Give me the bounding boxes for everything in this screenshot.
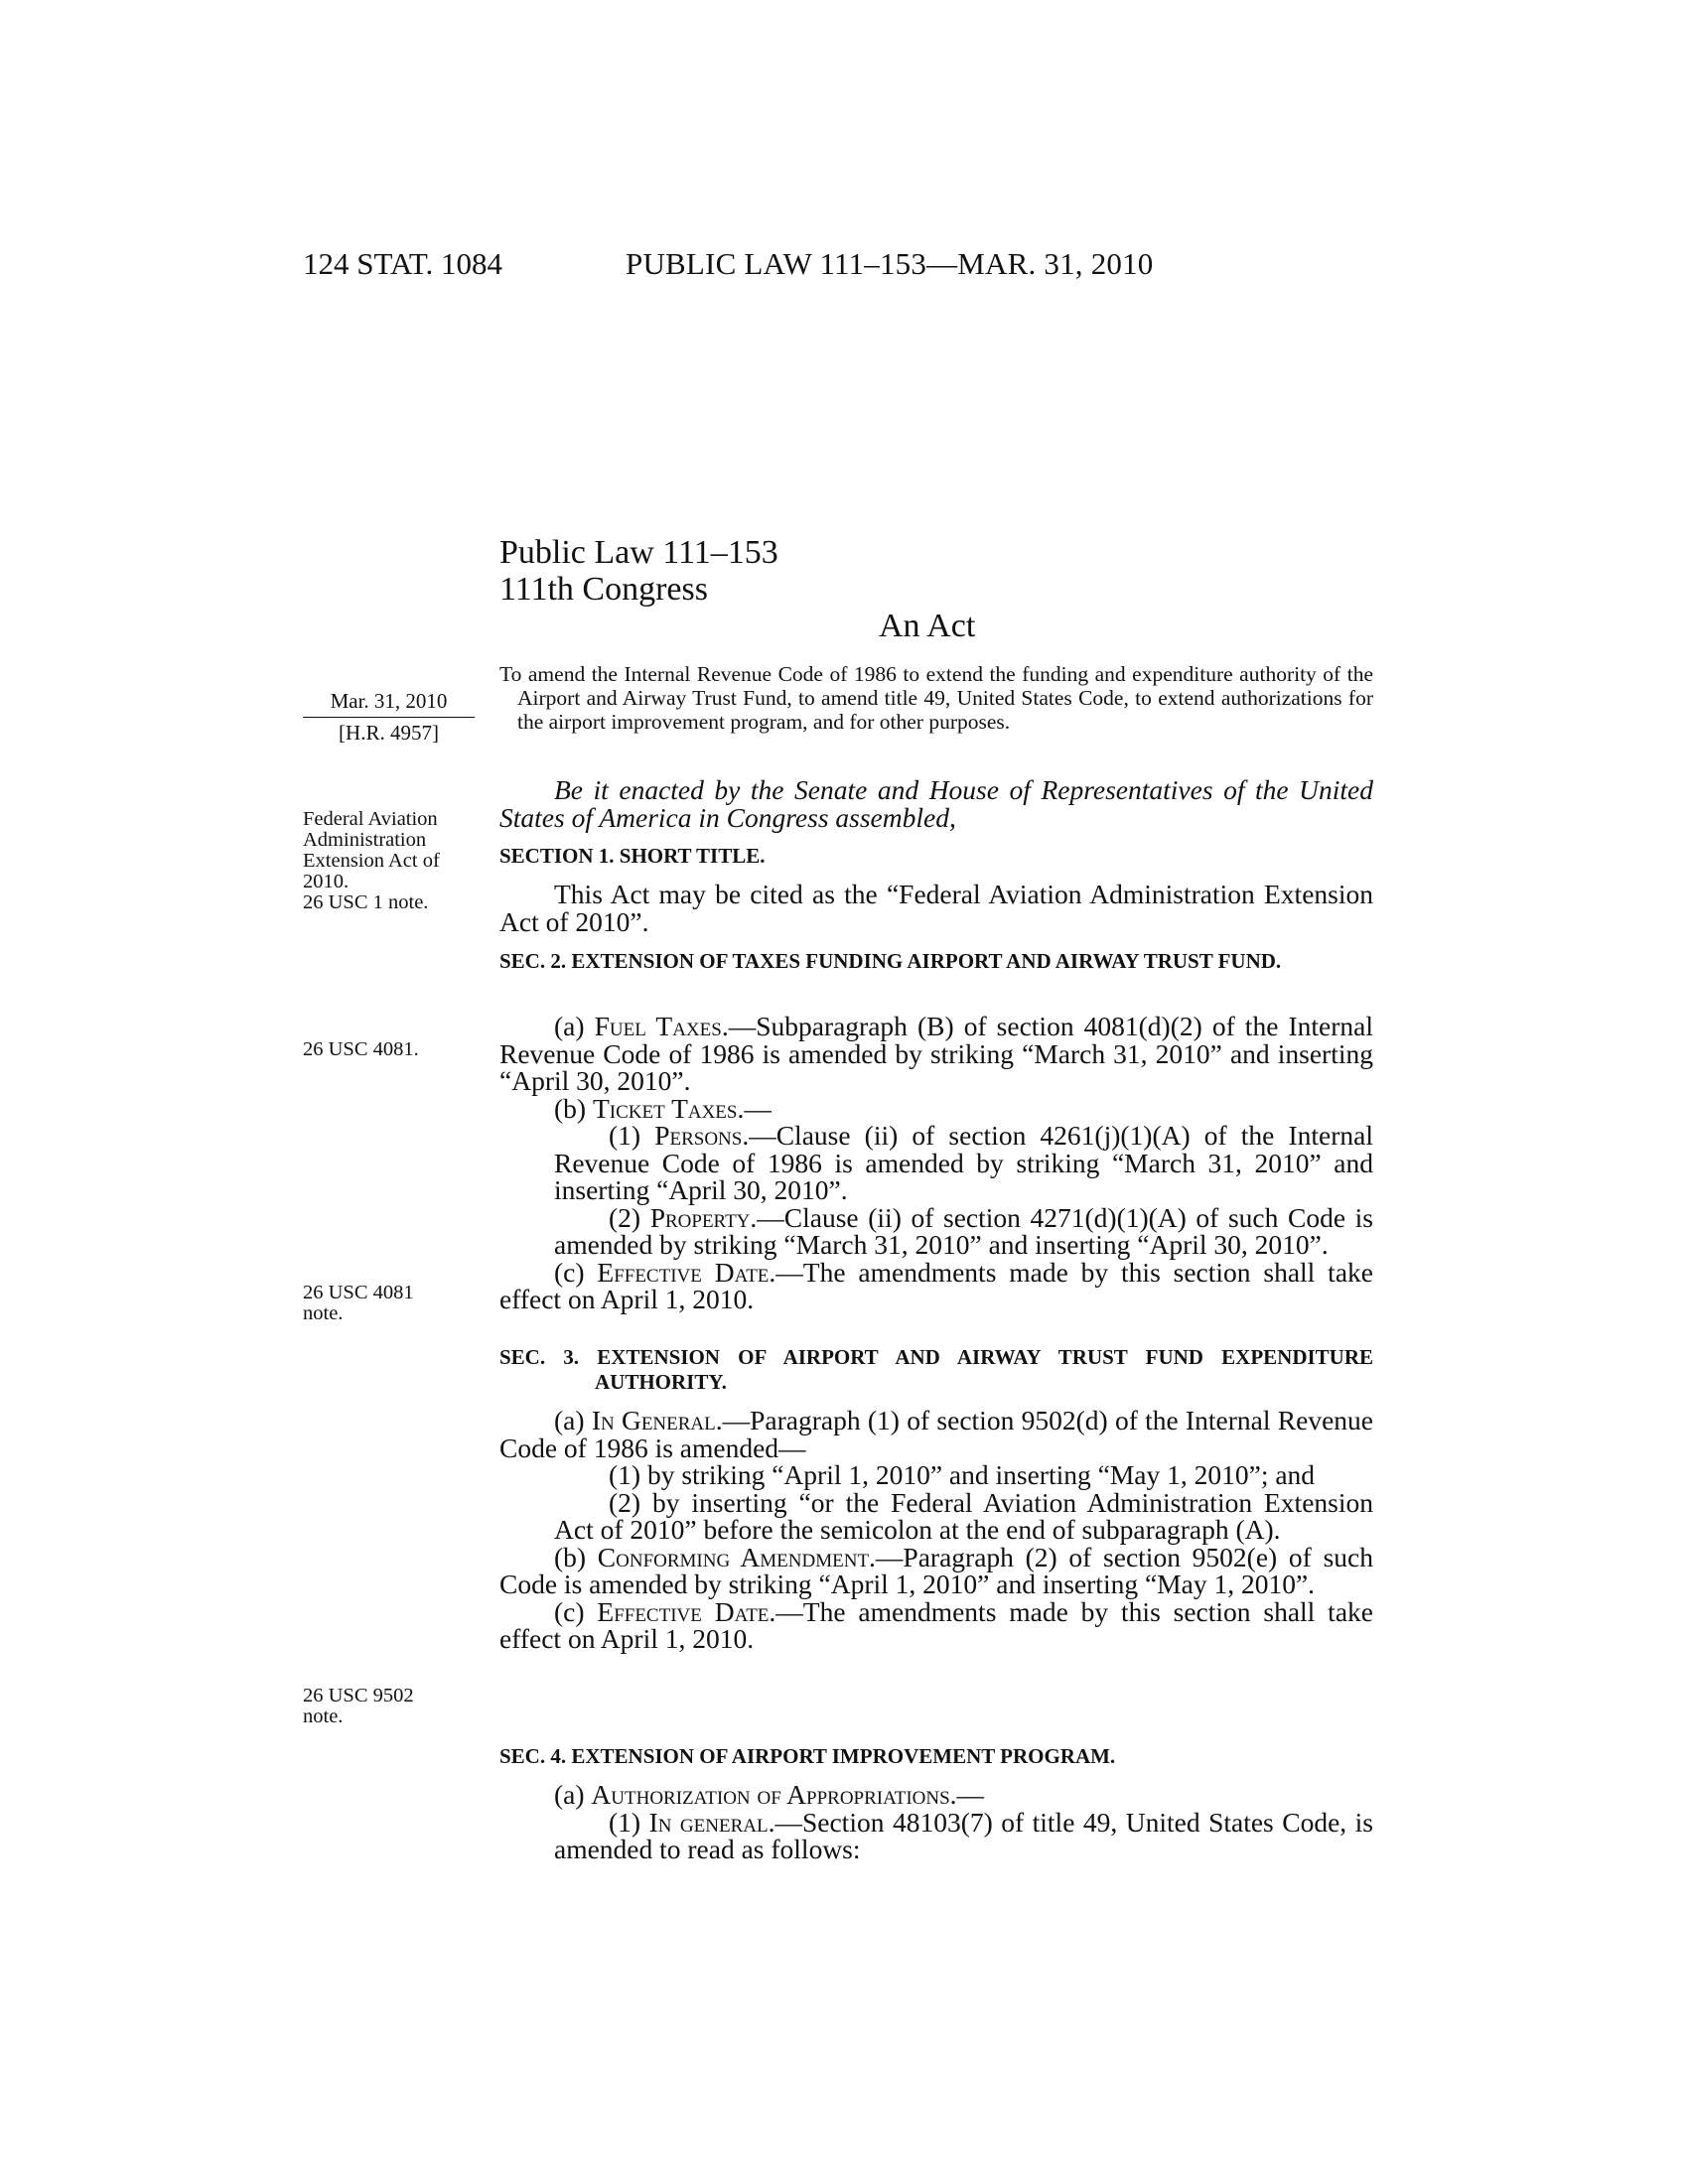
section-4-a-1 bbox=[499, 1806, 1373, 1864]
section-1-heading: SECTION 1. SHORT TITLE. bbox=[499, 844, 766, 868]
section-3-heading-block bbox=[499, 1345, 1373, 1395]
section-2-c bbox=[499, 1256, 1373, 1314]
running-head-stat: 124 STAT. 1084 bbox=[303, 246, 503, 281]
section-2-heading-block bbox=[499, 949, 1373, 974]
para-text: .—Clause (ii) of section 4261(j)(1)(A) of the Internal Revenue Code of 1986 is amended by striking “March 31, 2010” and inserting “April 30, 2010”. bbox=[554, 1120, 1373, 1205]
section-4-heading: SEC. 4. EXTENSION OF AIRPORT IMPROVEMENT PROGRAM. bbox=[499, 1744, 1116, 1768]
para-caption: Effective Date bbox=[597, 1595, 770, 1627]
law-title: Public Law 111–153 bbox=[499, 534, 778, 571]
para-text: .— bbox=[737, 1092, 772, 1124]
section-4-heading-block bbox=[499, 1744, 1373, 1769]
running-head-law: PUBLIC LAW 111–153—MAR. 31, 2010 bbox=[626, 246, 1154, 281]
section-3-heading: SEC. 3. EXTENSION OF AIRPORT AND AIRWAY TRUST FUND EXPENDITURE AUTHORITY. bbox=[499, 1345, 1373, 1394]
enactment-date-box bbox=[303, 688, 475, 746]
margin-note-4081: 26 USC 4081. bbox=[303, 1038, 419, 1060]
section-2-a bbox=[499, 1013, 1373, 1095]
section-1-text: This Act may be cited as the “Federal Aviation Administration Extension Act of 2010”. bbox=[499, 879, 1373, 937]
para-text: .—The amendments made by this section shall take effect on April 1, 2010. bbox=[499, 1256, 1373, 1314]
para-text: .—Paragraph (1) of section 9502(d) of the Internal Revenue Code of 1986 is amended— bbox=[499, 1405, 1373, 1463]
para-text: .—Clause (ii) of section 4271(d)(1)(A) of such Code is amended by striking “March 31, 2010” and inserting “April 30, 2010”. bbox=[554, 1201, 1373, 1260]
para-text: .—Section 48103(7) of title 49, United States Code, is amended to read as follows: bbox=[554, 1806, 1373, 1864]
para-caption: Effective Date bbox=[597, 1256, 770, 1288]
margin-note-4081-note bbox=[303, 1283, 477, 1324]
enactment-date: Mar. 31, 2010 bbox=[330, 689, 448, 713]
margin-note-line: note. bbox=[303, 1706, 344, 1727]
margin-note-line: Federal Aviation bbox=[303, 808, 438, 830]
para-text: .—Paragraph (2) of section 9502(e) of such Code is amended by striking “April 1, 2010” and inserting “May 1, 2010”. bbox=[499, 1541, 1373, 1599]
para-label: (b) bbox=[554, 1541, 598, 1572]
long-title: To amend the Internal Revenue Code of 1986 to extend the funding and expenditure authority of the Airport and Airway Trust Fund, to amend title 49, United States Code, to extend authorizations for the airport improvement program, and for other purposes. bbox=[499, 662, 1373, 734]
para-caption: Property bbox=[649, 1201, 751, 1233]
section-3-b bbox=[499, 1541, 1373, 1599]
margin-note-short-title bbox=[303, 809, 477, 913]
para-caption: Conforming Amendment bbox=[597, 1541, 870, 1572]
margin-note-line: 26 USC 9502 bbox=[303, 1685, 414, 1706]
law-congress: 111th Congress bbox=[499, 571, 708, 608]
margin-note-line: 26 USC 4081 bbox=[303, 1282, 414, 1303]
para-label: (a) bbox=[554, 1011, 595, 1041]
section-3-body bbox=[499, 1407, 1373, 1653]
para-label: (a) bbox=[554, 1779, 592, 1810]
bill-number: [H.R. 4957] bbox=[339, 721, 439, 745]
para-label: (b) bbox=[554, 1092, 593, 1124]
para-caption: Ticket Taxes bbox=[592, 1092, 738, 1124]
para-caption: Authorization of Appropriations bbox=[591, 1779, 950, 1810]
section-2-b-1 bbox=[499, 1122, 1373, 1204]
section-2-b-2 bbox=[499, 1201, 1373, 1260]
para-caption: In general bbox=[648, 1806, 769, 1838]
section-1-body bbox=[499, 881, 1373, 935]
margin-note-9502-note bbox=[303, 1686, 477, 1727]
date-rule bbox=[303, 717, 475, 718]
section-3-a-1: (1) by striking “April 1, 2010” and inserting “May 1, 2010”; and bbox=[609, 1459, 1316, 1490]
section-1 bbox=[499, 844, 1373, 869]
para-label: (a) bbox=[554, 1405, 592, 1435]
para-label: (1) bbox=[609, 1120, 655, 1151]
section-3-a bbox=[499, 1407, 1373, 1461]
margin-note-line: Extension Act of bbox=[303, 850, 440, 872]
enacting-clause-block bbox=[499, 776, 1373, 831]
section-2-body bbox=[499, 1013, 1373, 1313]
section-2-b bbox=[499, 1092, 1373, 1124]
para-caption: Persons bbox=[654, 1120, 743, 1151]
para-text: .—Subparagraph (B) of section 4081(d)(2) of the Internal Revenue Code of 1986 is amended by striking “March 31, 2010” and inserting “April 30, 2010”. bbox=[499, 1011, 1373, 1096]
margin-note-line: Administration bbox=[303, 829, 427, 851]
para-label: (2) bbox=[609, 1201, 650, 1233]
margin-note-line: 26 USC 1 note. bbox=[303, 891, 429, 913]
section-3-c bbox=[499, 1595, 1373, 1654]
an-act-heading: An Act bbox=[879, 608, 976, 644]
para-caption: In General bbox=[591, 1405, 716, 1435]
section-4-a bbox=[499, 1781, 1373, 1809]
para-label: (c) bbox=[554, 1595, 598, 1627]
para-caption: Fuel Taxes bbox=[594, 1011, 722, 1041]
margin-note-line: note. bbox=[303, 1302, 344, 1324]
para-text: .— bbox=[949, 1779, 985, 1810]
section-3-a-2: (2) by inserting “or the Federal Aviation Administration Extension Act of 2010” before the semicolon at the end of subparagraph (A). bbox=[554, 1486, 1373, 1545]
enacting-clause: Be it enacted by the Senate and House of Representatives of the United States of America in Congress assembled, bbox=[499, 774, 1373, 833]
section-4-body bbox=[499, 1781, 1373, 1863]
margin-note-line: 2010. bbox=[303, 871, 350, 892]
para-label: (c) bbox=[554, 1256, 598, 1288]
para-label: (1) bbox=[609, 1806, 649, 1838]
section-2-heading: SEC. 2. EXTENSION OF TAXES FUNDING AIRPORT AND AIRWAY TRUST FUND. bbox=[499, 949, 1282, 973]
para-text: .—The amendments made by this section shall take effect on April 1, 2010. bbox=[499, 1595, 1373, 1654]
